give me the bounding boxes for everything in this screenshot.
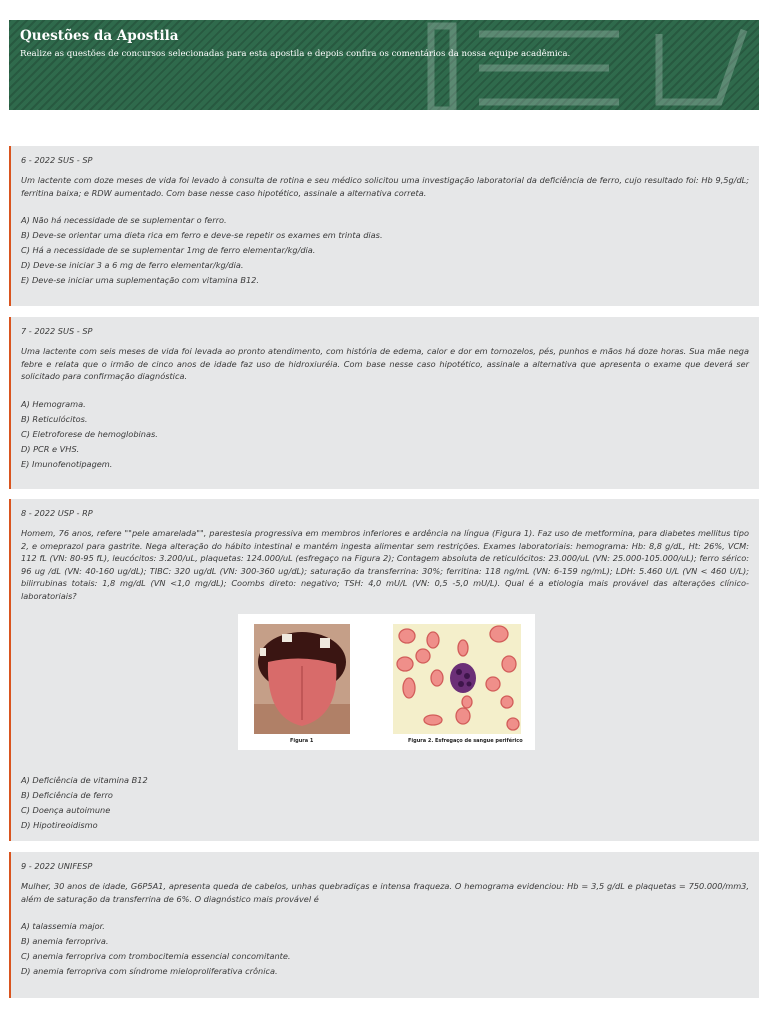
question-header: 6 - 2022 SUS - SP [21,155,93,165]
answer-option[interactable]: A) talassemia major. [21,921,105,931]
answer-option[interactable]: E) Imunofenotipagem. [21,458,113,469]
question-text: Homem, 76 anos, refere ""pele amarelada"", parestesia progressiva em membros inferiores e ardência na língua (Figura 1). Faz uso de metformina, para diabetes mellitus tipo 2, e omeprazol para gastrite. Nega alteração do hábito intestinal e mantém ingesta alimentar sem restrições. Exames laboratoriais: hemograma: Hb: 8,8 g/dL, Ht: 26%, VCM: 112 fL (VN: 80-95 fL), leucócitos: 3.200/uL, plaquetas: 124.000/uL (esfregaço na Figura 2); Contagem absoluta de reticulócitos: 23.000/uL (VN: 25.000-105.000/uL); ferro sérico: 96 ug /dL (VN: 40-160 ug/dL); TIBC: 320 ug/dL (VN: 300-360 ug/dL); saturação da transferrina: 30%; ferritina: 118 ng/mL (VN: 6-159 ng/mL); LDH: 5.460 U/L (VN < 460 U/L); bilirrubinas totais: 1,8 mg/dL (VN <1,0 mg/dL); Coombs direto: negativo; TSH: 4,0 mU/L (VN: 0,5 -5,0 mU/L). Qual é a etiologia mais provável das alterações clínico-laboratoriais? [21,528,749,601]
question-text: Uma lactente com seis meses de vida foi levada ao pronto atendimento, com história de edema, calor e dor em tornozelos, pés, punhos e mãos há doze horas. Sua mãe nega febre e relata que o irmão de cinco anos de idade faz uso de hidroxiuréia. Com base nesse caso hipotético, assinale a alternativa que apresenta o exame que deverá ser solicitado para confirmação diagnóstica. [21,346,749,381]
answer-option[interactable]: C) Há a necessidade de se suplementar 1mg de ferro elementar/kg/dia. [21,245,316,255]
answer-option[interactable]: C) Eletroforese de hemoglobinas. [21,428,158,439]
answer-option[interactable]: C) anemia ferropriva com trombocitemia essencial concomitante. [21,951,291,961]
answer-option[interactable]: D) anemia ferropriva com síndrome mieloproliferativa crônica. [21,966,278,976]
question-header: 9 - 2022 UNIFESP [21,861,93,871]
logo-watermark [419,20,759,110]
question-card [9,499,759,841]
question-card [9,146,759,306]
question-figure [238,614,535,750]
question-header: 7 - 2022 SUS - SP [21,326,93,336]
answer-option[interactable]: C) Doença autoimune [21,805,111,815]
answer-option[interactable]: A) Hemograma. [21,398,86,409]
question-card [9,852,759,998]
answer-option[interactable]: E) Deve-se iniciar uma suplementação com vitamina B12. [21,275,259,285]
answer-option[interactable]: D) Hipotireoidismo [21,820,98,830]
page-title: Questões da Apostila [20,28,179,44]
answer-option[interactable]: B) Deficiência de ferro [21,790,113,800]
question-header: 8 - 2022 USP - RP [21,508,93,518]
answer-option[interactable]: A) Não há necessidade de se suplementar o ferro. [21,215,227,225]
blood-smear-photo [393,624,521,734]
answer-option[interactable]: B) anemia ferropriva. [21,936,109,946]
answer-option[interactable]: D) PCR e VHS. [21,443,80,454]
page-subtitle: Realize as questões de concursos selecionadas para esta apostila e depois confira os comentários da nossa equipe acadêmica. [20,49,571,59]
question-text: Um lactente com doze meses de vida foi levado à consulta de rotina e seu médico solicitou uma investigação laboratorial da deficiência de ferro, cujo resultado foi: Hb 9,5g/dL; ferritina baixa; e RDW aumentado. Com base nesse caso hipotético, assinale a alternativa correta. [21,175,749,198]
figure-1-caption: Figura 1 [290,738,314,744]
answer-option[interactable]: B) Reticulócitos. [21,413,88,424]
answer-option[interactable]: A) Deficiência de vitamina B12 [21,775,148,785]
question-text: Mulher, 30 anos de idade, G6P5A1, apresenta queda de cabelos, unhas quebradiças e intensa fraqueza. O hemograma evidenciou: Hb = 3,5 g/dL e plaquetas = 750.000/mm3, além de saturação da transferrina de 6%. O diagnóstico mais provável é [21,881,749,904]
header-banner [9,20,759,110]
answer-option[interactable]: B) Deve-se orientar uma dieta rica em ferro e deve-se repetir os exames em trinta dias. [21,230,383,240]
question-card [9,317,759,489]
tongue-photo [254,624,350,734]
answer-option[interactable]: D) Deve-se iniciar 3 a 6 mg de ferro elementar/kg/dia. [21,260,244,270]
figure-2-caption: Figura 2. Esfregaço de sangue periférico [408,738,523,744]
